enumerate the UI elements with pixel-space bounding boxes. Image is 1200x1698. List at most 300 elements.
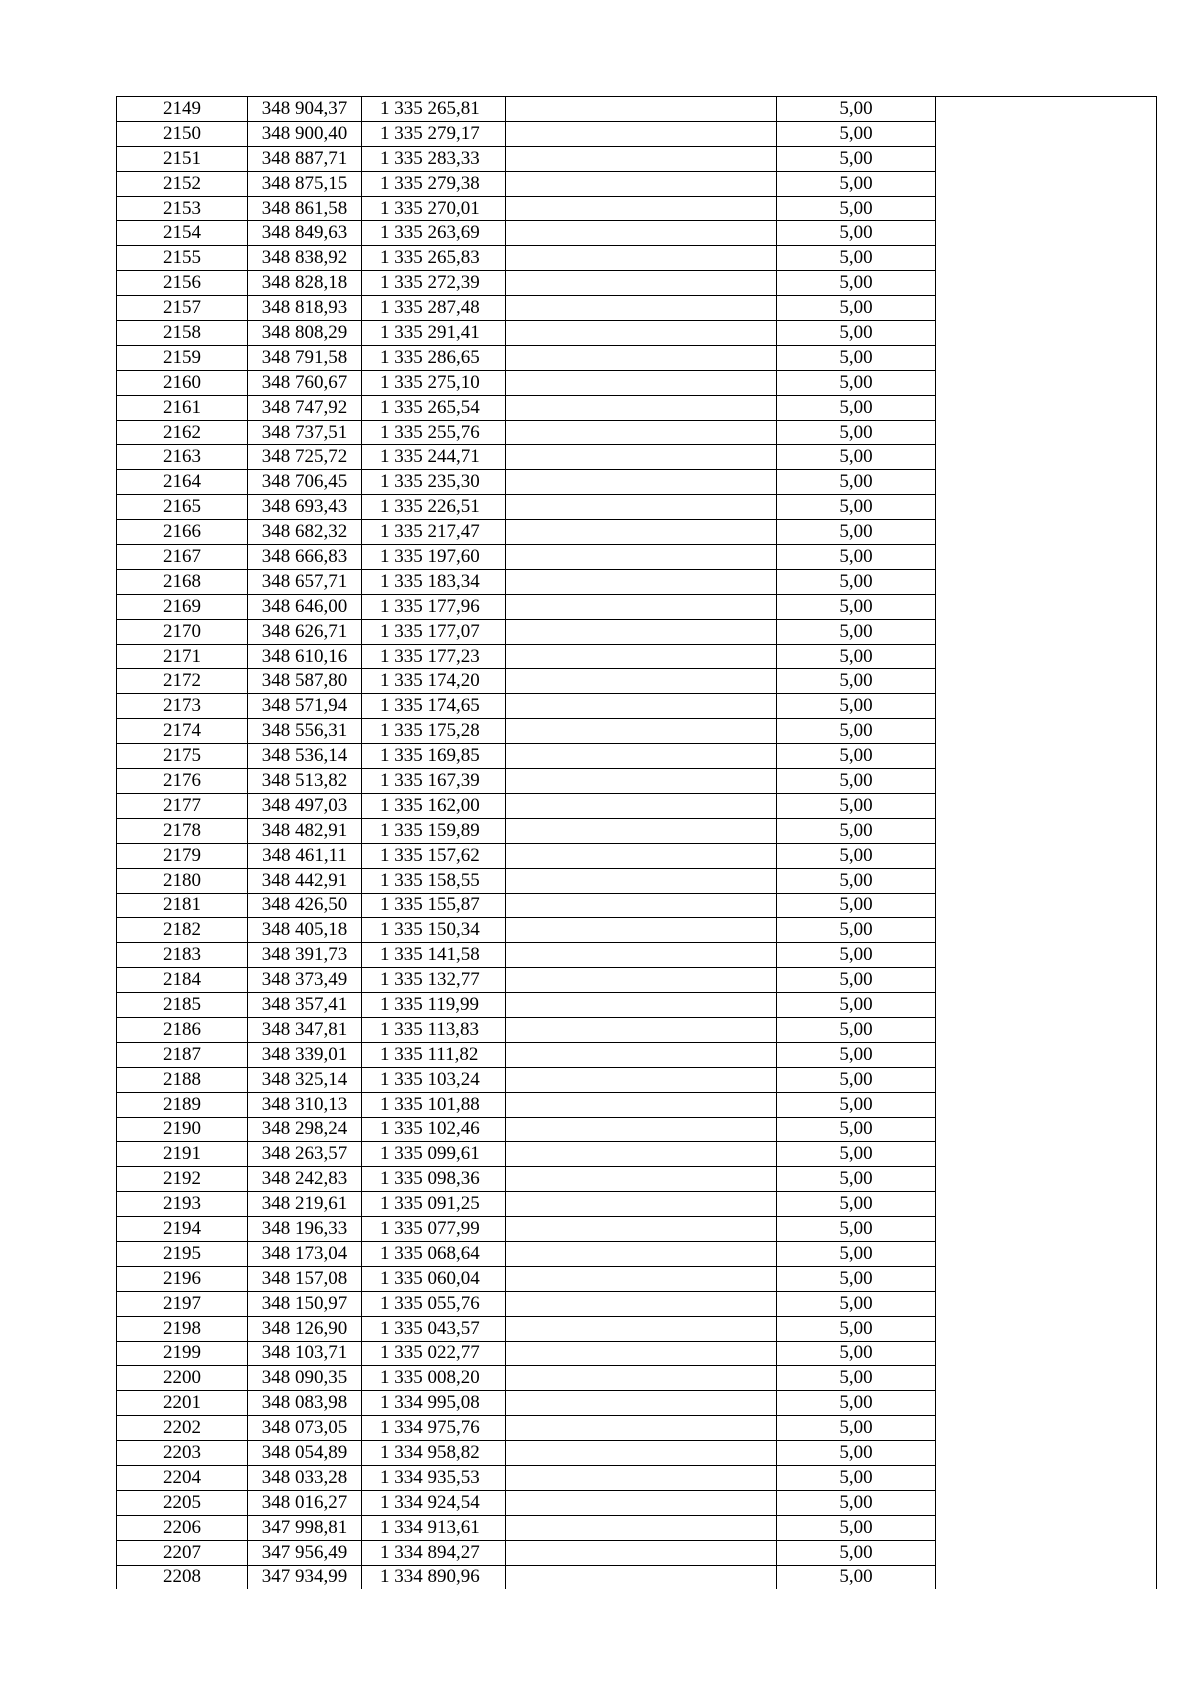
table-row bbox=[117, 1341, 1157, 1366]
empty-cell bbox=[936, 1241, 1157, 1266]
point-number-cell: 2181 bbox=[117, 893, 248, 918]
table-row bbox=[117, 1540, 1157, 1565]
point-number-cell: 2197 bbox=[117, 1291, 248, 1316]
empty-cell bbox=[936, 246, 1157, 271]
x-coordinate-cell: 348 571,94 bbox=[248, 694, 362, 719]
empty-cell bbox=[506, 171, 777, 196]
x-coordinate-cell: 348 725,72 bbox=[248, 445, 362, 470]
point-number-cell: 2161 bbox=[117, 395, 248, 420]
table-row bbox=[117, 968, 1157, 993]
table-row bbox=[117, 296, 1157, 321]
y-coordinate-cell: 1 335 077,99 bbox=[362, 1217, 506, 1242]
table-row bbox=[117, 793, 1157, 818]
value-cell: 5,00 bbox=[777, 619, 936, 644]
point-number-cell: 2173 bbox=[117, 694, 248, 719]
value-cell: 5,00 bbox=[777, 345, 936, 370]
value-cell: 5,00 bbox=[777, 196, 936, 221]
x-coordinate-cell: 348 808,29 bbox=[248, 321, 362, 346]
value-cell: 5,00 bbox=[777, 1465, 936, 1490]
value-cell: 5,00 bbox=[777, 1540, 936, 1565]
x-coordinate-cell: 348 875,15 bbox=[248, 171, 362, 196]
y-coordinate-cell: 1 334 958,82 bbox=[362, 1441, 506, 1466]
x-coordinate-cell: 348 610,16 bbox=[248, 644, 362, 669]
value-cell: 5,00 bbox=[777, 769, 936, 794]
y-coordinate-cell: 1 335 183,34 bbox=[362, 569, 506, 594]
y-coordinate-cell: 1 334 894,27 bbox=[362, 1540, 506, 1565]
empty-cell bbox=[506, 1017, 777, 1042]
table-row bbox=[117, 569, 1157, 594]
table-row bbox=[117, 246, 1157, 271]
y-coordinate-cell: 1 335 217,47 bbox=[362, 520, 506, 545]
empty-cell bbox=[936, 1117, 1157, 1142]
value-cell: 5,00 bbox=[777, 868, 936, 893]
x-coordinate-cell: 348 828,18 bbox=[248, 271, 362, 296]
table-row bbox=[117, 1266, 1157, 1291]
x-coordinate-cell: 348 747,92 bbox=[248, 395, 362, 420]
x-coordinate-cell: 348 556,31 bbox=[248, 719, 362, 744]
table-row bbox=[117, 744, 1157, 769]
table-row bbox=[117, 370, 1157, 395]
empty-cell bbox=[506, 868, 777, 893]
empty-cell bbox=[936, 1192, 1157, 1217]
empty-cell bbox=[506, 793, 777, 818]
x-coordinate-cell: 348 103,71 bbox=[248, 1341, 362, 1366]
value-cell: 5,00 bbox=[777, 445, 936, 470]
table-row bbox=[117, 1490, 1157, 1515]
y-coordinate-cell: 1 335 174,20 bbox=[362, 669, 506, 694]
x-coordinate-cell: 348 536,14 bbox=[248, 744, 362, 769]
table-row bbox=[117, 619, 1157, 644]
point-number-cell: 2152 bbox=[117, 171, 248, 196]
empty-cell bbox=[936, 1490, 1157, 1515]
x-coordinate-cell: 348 900,40 bbox=[248, 121, 362, 146]
value-cell: 5,00 bbox=[777, 97, 936, 122]
value-cell: 5,00 bbox=[777, 793, 936, 818]
coordinates-table-page bbox=[116, 96, 1156, 1589]
point-number-cell: 2194 bbox=[117, 1217, 248, 1242]
point-number-cell: 2165 bbox=[117, 495, 248, 520]
empty-cell bbox=[506, 843, 777, 868]
value-cell: 5,00 bbox=[777, 1067, 936, 1092]
point-number-cell: 2175 bbox=[117, 744, 248, 769]
value-cell: 5,00 bbox=[777, 246, 936, 271]
empty-cell bbox=[506, 1241, 777, 1266]
y-coordinate-cell: 1 335 102,46 bbox=[362, 1117, 506, 1142]
y-coordinate-cell: 1 335 008,20 bbox=[362, 1366, 506, 1391]
value-cell: 5,00 bbox=[777, 594, 936, 619]
x-coordinate-cell: 348 426,50 bbox=[248, 893, 362, 918]
empty-cell bbox=[506, 221, 777, 246]
value-cell: 5,00 bbox=[777, 669, 936, 694]
point-number-cell: 2167 bbox=[117, 545, 248, 570]
value-cell: 5,00 bbox=[777, 1042, 936, 1067]
x-coordinate-cell: 348 298,24 bbox=[248, 1117, 362, 1142]
empty-cell bbox=[506, 1540, 777, 1565]
point-number-cell: 2206 bbox=[117, 1515, 248, 1540]
y-coordinate-cell: 1 335 068,64 bbox=[362, 1241, 506, 1266]
table-row bbox=[117, 1441, 1157, 1466]
empty-cell bbox=[506, 1217, 777, 1242]
y-coordinate-cell: 1 335 283,33 bbox=[362, 146, 506, 171]
empty-cell bbox=[506, 1416, 777, 1441]
x-coordinate-cell: 348 513,82 bbox=[248, 769, 362, 794]
x-coordinate-cell: 348 054,89 bbox=[248, 1441, 362, 1466]
empty-cell bbox=[506, 1565, 777, 1589]
empty-cell bbox=[936, 1217, 1157, 1242]
point-number-cell: 2192 bbox=[117, 1167, 248, 1192]
value-cell: 5,00 bbox=[777, 1192, 936, 1217]
y-coordinate-cell: 1 334 975,76 bbox=[362, 1416, 506, 1441]
value-cell: 5,00 bbox=[777, 644, 936, 669]
table-row bbox=[117, 1416, 1157, 1441]
table-row bbox=[117, 1241, 1157, 1266]
y-coordinate-cell: 1 335 159,89 bbox=[362, 818, 506, 843]
x-coordinate-cell: 348 219,61 bbox=[248, 1192, 362, 1217]
empty-cell bbox=[936, 1465, 1157, 1490]
y-coordinate-cell: 1 334 995,08 bbox=[362, 1391, 506, 1416]
value-cell: 5,00 bbox=[777, 1416, 936, 1441]
table-row bbox=[117, 644, 1157, 669]
empty-cell bbox=[506, 769, 777, 794]
y-coordinate-cell: 1 335 197,60 bbox=[362, 545, 506, 570]
point-number-cell: 2171 bbox=[117, 644, 248, 669]
empty-cell bbox=[936, 918, 1157, 943]
x-coordinate-cell: 348 646,00 bbox=[248, 594, 362, 619]
empty-cell bbox=[936, 1092, 1157, 1117]
y-coordinate-cell: 1 335 101,88 bbox=[362, 1092, 506, 1117]
x-coordinate-cell: 348 666,83 bbox=[248, 545, 362, 570]
empty-cell bbox=[936, 1540, 1157, 1565]
table-row bbox=[117, 445, 1157, 470]
point-number-cell: 2182 bbox=[117, 918, 248, 943]
empty-cell bbox=[936, 146, 1157, 171]
y-coordinate-cell: 1 335 103,24 bbox=[362, 1067, 506, 1092]
value-cell: 5,00 bbox=[777, 1092, 936, 1117]
empty-cell bbox=[506, 993, 777, 1018]
point-number-cell: 2201 bbox=[117, 1391, 248, 1416]
point-number-cell: 2208 bbox=[117, 1565, 248, 1589]
point-number-cell: 2198 bbox=[117, 1316, 248, 1341]
value-cell: 5,00 bbox=[777, 296, 936, 321]
point-number-cell: 2157 bbox=[117, 296, 248, 321]
point-number-cell: 2155 bbox=[117, 246, 248, 271]
empty-cell bbox=[936, 545, 1157, 570]
y-coordinate-cell: 1 335 265,81 bbox=[362, 97, 506, 122]
x-coordinate-cell: 347 956,49 bbox=[248, 1540, 362, 1565]
point-number-cell: 2204 bbox=[117, 1465, 248, 1490]
table-row bbox=[117, 868, 1157, 893]
empty-cell bbox=[936, 296, 1157, 321]
empty-cell bbox=[506, 271, 777, 296]
point-number-cell: 2188 bbox=[117, 1067, 248, 1092]
y-coordinate-cell: 1 335 286,65 bbox=[362, 345, 506, 370]
point-number-cell: 2163 bbox=[117, 445, 248, 470]
y-coordinate-cell: 1 335 111,82 bbox=[362, 1042, 506, 1067]
y-coordinate-cell: 1 335 158,55 bbox=[362, 868, 506, 893]
empty-cell bbox=[506, 520, 777, 545]
point-number-cell: 2158 bbox=[117, 321, 248, 346]
value-cell: 5,00 bbox=[777, 943, 936, 968]
y-coordinate-cell: 1 335 022,77 bbox=[362, 1341, 506, 1366]
y-coordinate-cell: 1 335 265,83 bbox=[362, 246, 506, 271]
point-number-cell: 2153 bbox=[117, 196, 248, 221]
y-coordinate-cell: 1 334 935,53 bbox=[362, 1465, 506, 1490]
table-row bbox=[117, 1391, 1157, 1416]
empty-cell bbox=[506, 296, 777, 321]
y-coordinate-cell: 1 335 226,51 bbox=[362, 495, 506, 520]
point-number-cell: 2172 bbox=[117, 669, 248, 694]
x-coordinate-cell: 347 934,99 bbox=[248, 1565, 362, 1589]
table-row bbox=[117, 1067, 1157, 1092]
empty-cell bbox=[506, 1341, 777, 1366]
x-coordinate-cell: 348 347,81 bbox=[248, 1017, 362, 1042]
x-coordinate-cell: 348 157,08 bbox=[248, 1266, 362, 1291]
empty-cell bbox=[936, 893, 1157, 918]
empty-cell bbox=[506, 893, 777, 918]
empty-cell bbox=[936, 97, 1157, 122]
empty-cell bbox=[936, 470, 1157, 495]
y-coordinate-cell: 1 335 287,48 bbox=[362, 296, 506, 321]
value-cell: 5,00 bbox=[777, 818, 936, 843]
empty-cell bbox=[936, 1067, 1157, 1092]
x-coordinate-cell: 348 887,71 bbox=[248, 146, 362, 171]
y-coordinate-cell: 1 335 099,61 bbox=[362, 1142, 506, 1167]
point-number-cell: 2187 bbox=[117, 1042, 248, 1067]
table-row bbox=[117, 545, 1157, 570]
empty-cell bbox=[936, 669, 1157, 694]
empty-cell bbox=[936, 868, 1157, 893]
empty-cell bbox=[506, 420, 777, 445]
empty-cell bbox=[936, 1017, 1157, 1042]
x-coordinate-cell: 348 587,80 bbox=[248, 669, 362, 694]
value-cell: 5,00 bbox=[777, 1316, 936, 1341]
point-number-cell: 2160 bbox=[117, 370, 248, 395]
empty-cell bbox=[936, 943, 1157, 968]
empty-cell bbox=[936, 594, 1157, 619]
table-row bbox=[117, 171, 1157, 196]
table-row bbox=[117, 943, 1157, 968]
y-coordinate-cell: 1 335 167,39 bbox=[362, 769, 506, 794]
value-cell: 5,00 bbox=[777, 893, 936, 918]
empty-cell bbox=[936, 1291, 1157, 1316]
table-row bbox=[117, 893, 1157, 918]
table-row bbox=[117, 719, 1157, 744]
point-number-cell: 2196 bbox=[117, 1266, 248, 1291]
point-number-cell: 2183 bbox=[117, 943, 248, 968]
empty-cell bbox=[936, 196, 1157, 221]
y-coordinate-cell: 1 335 255,76 bbox=[362, 420, 506, 445]
value-cell: 5,00 bbox=[777, 1117, 936, 1142]
point-number-cell: 2150 bbox=[117, 121, 248, 146]
x-coordinate-cell: 348 325,14 bbox=[248, 1067, 362, 1092]
empty-cell bbox=[506, 470, 777, 495]
value-cell: 5,00 bbox=[777, 420, 936, 445]
x-coordinate-cell: 348 090,35 bbox=[248, 1366, 362, 1391]
y-coordinate-cell: 1 335 098,36 bbox=[362, 1167, 506, 1192]
value-cell: 5,00 bbox=[777, 918, 936, 943]
empty-cell bbox=[936, 1441, 1157, 1466]
empty-cell bbox=[936, 644, 1157, 669]
point-number-cell: 2207 bbox=[117, 1540, 248, 1565]
empty-cell bbox=[936, 818, 1157, 843]
table-row bbox=[117, 420, 1157, 445]
value-cell: 5,00 bbox=[777, 1291, 936, 1316]
value-cell: 5,00 bbox=[777, 1167, 936, 1192]
value-cell: 5,00 bbox=[777, 221, 936, 246]
table-row bbox=[117, 1515, 1157, 1540]
empty-cell bbox=[506, 669, 777, 694]
table-row bbox=[117, 1192, 1157, 1217]
empty-cell bbox=[936, 993, 1157, 1018]
empty-cell bbox=[936, 420, 1157, 445]
point-number-cell: 2166 bbox=[117, 520, 248, 545]
x-coordinate-cell: 348 016,27 bbox=[248, 1490, 362, 1515]
y-coordinate-cell: 1 335 174,65 bbox=[362, 694, 506, 719]
point-number-cell: 2203 bbox=[117, 1441, 248, 1466]
x-coordinate-cell: 348 150,97 bbox=[248, 1291, 362, 1316]
y-coordinate-cell: 1 334 913,61 bbox=[362, 1515, 506, 1540]
x-coordinate-cell: 348 126,90 bbox=[248, 1316, 362, 1341]
value-cell: 5,00 bbox=[777, 1341, 936, 1366]
x-coordinate-cell: 348 339,01 bbox=[248, 1042, 362, 1067]
value-cell: 5,00 bbox=[777, 171, 936, 196]
empty-cell bbox=[506, 121, 777, 146]
value-cell: 5,00 bbox=[777, 993, 936, 1018]
x-coordinate-cell: 348 904,37 bbox=[248, 97, 362, 122]
x-coordinate-cell: 348 818,93 bbox=[248, 296, 362, 321]
y-coordinate-cell: 1 335 157,62 bbox=[362, 843, 506, 868]
x-coordinate-cell: 348 682,32 bbox=[248, 520, 362, 545]
y-coordinate-cell: 1 335 175,28 bbox=[362, 719, 506, 744]
x-coordinate-cell: 348 242,83 bbox=[248, 1167, 362, 1192]
y-coordinate-cell: 1 335 279,17 bbox=[362, 121, 506, 146]
empty-cell bbox=[936, 321, 1157, 346]
y-coordinate-cell: 1 335 091,25 bbox=[362, 1192, 506, 1217]
empty-cell bbox=[936, 694, 1157, 719]
value-cell: 5,00 bbox=[777, 694, 936, 719]
empty-cell bbox=[506, 1266, 777, 1291]
empty-cell bbox=[936, 968, 1157, 993]
empty-cell bbox=[506, 1515, 777, 1540]
point-number-cell: 2191 bbox=[117, 1142, 248, 1167]
empty-cell bbox=[506, 321, 777, 346]
empty-cell bbox=[936, 271, 1157, 296]
y-coordinate-cell: 1 335 169,85 bbox=[362, 744, 506, 769]
value-cell: 5,00 bbox=[777, 843, 936, 868]
table-row bbox=[117, 470, 1157, 495]
point-number-cell: 2179 bbox=[117, 843, 248, 868]
x-coordinate-cell: 348 791,58 bbox=[248, 345, 362, 370]
empty-cell bbox=[506, 719, 777, 744]
point-number-cell: 2149 bbox=[117, 97, 248, 122]
x-coordinate-cell: 348 849,63 bbox=[248, 221, 362, 246]
value-cell: 5,00 bbox=[777, 569, 936, 594]
y-coordinate-cell: 1 335 177,96 bbox=[362, 594, 506, 619]
x-coordinate-cell: 348 497,03 bbox=[248, 793, 362, 818]
table-body bbox=[117, 97, 1157, 1590]
empty-cell bbox=[506, 1067, 777, 1092]
x-coordinate-cell: 348 196,33 bbox=[248, 1217, 362, 1242]
table-row bbox=[117, 1465, 1157, 1490]
y-coordinate-cell: 1 335 060,04 bbox=[362, 1266, 506, 1291]
empty-cell bbox=[936, 744, 1157, 769]
table-row bbox=[117, 818, 1157, 843]
value-cell: 5,00 bbox=[777, 495, 936, 520]
empty-cell bbox=[506, 1441, 777, 1466]
table-row bbox=[117, 1117, 1157, 1142]
empty-cell bbox=[506, 345, 777, 370]
value-cell: 5,00 bbox=[777, 1391, 936, 1416]
table-row bbox=[117, 395, 1157, 420]
empty-cell bbox=[506, 370, 777, 395]
table-row bbox=[117, 271, 1157, 296]
table-row bbox=[117, 1366, 1157, 1391]
value-cell: 5,00 bbox=[777, 545, 936, 570]
x-coordinate-cell: 348 173,04 bbox=[248, 1241, 362, 1266]
y-coordinate-cell: 1 334 890,96 bbox=[362, 1565, 506, 1589]
empty-cell bbox=[506, 1142, 777, 1167]
point-number-cell: 2156 bbox=[117, 271, 248, 296]
point-number-cell: 2178 bbox=[117, 818, 248, 843]
x-coordinate-cell: 348 706,45 bbox=[248, 470, 362, 495]
value-cell: 5,00 bbox=[777, 968, 936, 993]
point-number-cell: 2170 bbox=[117, 619, 248, 644]
y-coordinate-cell: 1 335 265,54 bbox=[362, 395, 506, 420]
table-row bbox=[117, 520, 1157, 545]
x-coordinate-cell: 348 310,13 bbox=[248, 1092, 362, 1117]
value-cell: 5,00 bbox=[777, 719, 936, 744]
empty-cell bbox=[936, 1142, 1157, 1167]
y-coordinate-cell: 1 335 235,30 bbox=[362, 470, 506, 495]
value-cell: 5,00 bbox=[777, 470, 936, 495]
y-coordinate-cell: 1 335 263,69 bbox=[362, 221, 506, 246]
point-number-cell: 2195 bbox=[117, 1241, 248, 1266]
empty-cell bbox=[936, 1565, 1157, 1589]
empty-cell bbox=[936, 1515, 1157, 1540]
value-cell: 5,00 bbox=[777, 146, 936, 171]
table-row bbox=[117, 769, 1157, 794]
value-cell: 5,00 bbox=[777, 1366, 936, 1391]
point-number-cell: 2169 bbox=[117, 594, 248, 619]
y-coordinate-cell: 1 335 150,34 bbox=[362, 918, 506, 943]
value-cell: 5,00 bbox=[777, 395, 936, 420]
table-row bbox=[117, 1017, 1157, 1042]
point-number-cell: 2185 bbox=[117, 993, 248, 1018]
empty-cell bbox=[936, 495, 1157, 520]
empty-cell bbox=[936, 569, 1157, 594]
empty-cell bbox=[936, 619, 1157, 644]
y-coordinate-cell: 1 335 244,71 bbox=[362, 445, 506, 470]
empty-cell bbox=[506, 1117, 777, 1142]
value-cell: 5,00 bbox=[777, 271, 936, 296]
point-number-cell: 2168 bbox=[117, 569, 248, 594]
empty-cell bbox=[936, 843, 1157, 868]
empty-cell bbox=[506, 594, 777, 619]
table-row bbox=[117, 918, 1157, 943]
y-coordinate-cell: 1 335 055,76 bbox=[362, 1291, 506, 1316]
table-row bbox=[117, 1217, 1157, 1242]
empty-cell bbox=[506, 918, 777, 943]
y-coordinate-cell: 1 335 141,58 bbox=[362, 943, 506, 968]
x-coordinate-cell: 348 073,05 bbox=[248, 1416, 362, 1441]
empty-cell bbox=[506, 97, 777, 122]
empty-cell bbox=[506, 1316, 777, 1341]
y-coordinate-cell: 1 335 119,99 bbox=[362, 993, 506, 1018]
empty-cell bbox=[506, 968, 777, 993]
empty-cell bbox=[506, 943, 777, 968]
table-row bbox=[117, 594, 1157, 619]
empty-cell bbox=[936, 121, 1157, 146]
